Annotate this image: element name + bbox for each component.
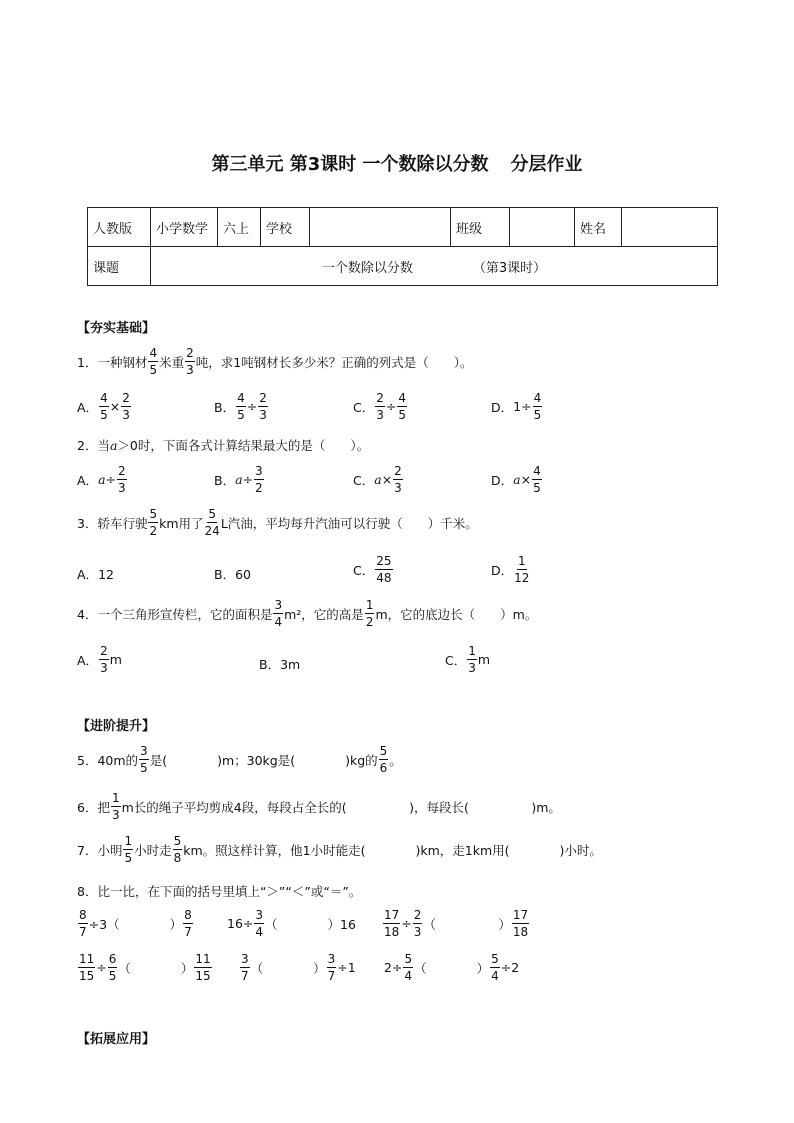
question-1 [77,347,472,376]
question-number: 6． [77,799,98,815]
class-field[interactable] [510,208,575,247]
title-suffix: 分层作业 [510,154,583,175]
option-d[interactable]: D． a × $\frac{4}{5}$ [491,464,541,495]
fraction: $\frac{5}{8}$ [173,834,182,865]
fraction: $\frac{5}{24}$ [204,507,220,538]
option-a[interactable]: A． 12 [77,566,114,582]
question-number: 4． [77,606,98,622]
question-text: 比一比，在下面的括号里填上“＞”“＜”或“＝”。 [97,884,362,899]
option-a[interactable]: A． $\frac{4}{5}$ × $\frac{2}{3}$ [77,391,130,422]
school-label: 学校 [261,208,310,247]
topic-label: 课题 [88,247,151,286]
variable: a [109,437,118,453]
question-number: 8． [77,884,98,899]
subject-cell: 小学数学 [151,208,218,247]
edition-cell: 人教版 [88,208,151,247]
option-d[interactable]: D． 1÷ $\frac{4}{5}$ [491,391,542,422]
question-number: 7． [77,842,98,858]
fraction: $\frac{1}{3}$ [111,791,120,822]
option-a[interactable]: A． a ÷ $\frac{2}{3}$ [77,464,126,495]
option-c[interactable]: C． $\frac{1}{3}$ m [445,644,491,675]
topic-cell [151,247,718,286]
question-text: km用了 [159,515,204,531]
compare-item[interactable]: 2÷ $\frac{5}{4}$ （ ） $\frac{5}{4}$ ÷2 [384,952,520,983]
question-3 [77,508,478,537]
question-text: m长的绳子平均剪成4段，每段占全长的( )，每段长( )m。 [121,799,561,815]
question-text: km。照这样计算，他1小时能走( )km，走1km用( )小时。 [183,842,602,858]
question-5 [77,745,402,774]
question-6 [77,792,561,821]
compare-item[interactable]: 16÷ $\frac{3}{4}$ （ ）16 [227,908,356,939]
option-b[interactable]: B． 3m [259,656,301,672]
question-text: m，它的底边长（ ）m。 [375,606,538,622]
compare-item[interactable]: $\frac{3}{7}$ （ ） $\frac{3}{7}$ ÷1 [241,952,356,983]
fraction: $\frac{3}{4}$ [274,598,283,629]
fraction: $\frac{4}{5}$ [149,346,158,377]
option-b[interactable]: B． 60 [214,566,251,582]
fraction: $\frac{1}{5}$ [124,834,133,865]
question-8 [77,882,361,900]
option-b[interactable]: B． $\frac{4}{5}$ ÷ $\frac{2}{3}$ [214,391,267,422]
option-c[interactable]: C． a × $\frac{2}{3}$ [353,464,402,495]
question-text: 是( )m；30kg是( )kg的 [149,752,378,768]
question-text: 轿车行驶 [97,515,148,531]
fraction: $\frac{5}{2}$ [149,507,158,538]
fraction: $\frac{2}{3}$ [186,346,194,377]
option-b[interactable]: B． a ÷ $\frac{3}{2}$ [214,464,263,495]
section-extend-heading: 【拓展应用】 [77,1032,156,1047]
question-number: 2． [77,438,98,453]
option-d[interactable]: D． $\frac{1}{12}$ [491,554,530,585]
question-text: L汽油，平均每升汽油可以行驶（ ）千米。 [220,515,478,531]
question-text: ＞0时，下面各式计算结果最大的是（ ）。 [117,438,370,453]
name-field[interactable] [622,208,718,247]
option-c[interactable]: C． $\frac{25}{48}$ [353,554,392,585]
school-field[interactable] [310,208,451,247]
compare-item[interactable]: $\frac{17}{18}$ ÷ $\frac{2}{3}$ （ ） $\frac{17}{18}$ [384,908,529,939]
fraction: $\frac{1}{2}$ [365,598,374,629]
info-table [87,207,718,286]
question-number: 1． [77,354,98,370]
title-main: 第三单元 第3课时 一个数除以分数 [211,154,489,175]
question-number: 3． [77,515,98,531]
question-text: 当 [97,438,110,453]
question-7 [77,835,602,864]
option-a[interactable]: A． $\frac{2}{3}$ m [77,644,122,675]
question-text: 小明 [97,842,123,858]
topic-text: 一个数除以分数 [321,260,413,276]
compare-item[interactable]: $\frac{8}{7}$ ÷3（ ） $\frac{8}{7}$ [79,908,192,939]
question-text: 把 [97,799,110,815]
page-title [0,150,794,176]
fraction: $\frac{3}{5}$ [140,744,148,775]
question-text: 40m的 [97,752,139,768]
name-label: 姓名 [575,208,622,247]
grade-cell: 六上 [218,208,261,247]
class-label: 班级 [451,208,510,247]
option-c[interactable]: C． $\frac{2}{3}$ ÷ $\frac{4}{5}$ [353,391,406,422]
section-basic-heading: 【夯实基础】 [77,321,156,336]
question-text: 吨，求1吨钢材长多少米？正确的列式是（ ）。 [195,354,473,370]
question-4 [77,599,537,628]
question-text: 一个三角形宣传栏，它的面积是 [97,606,273,622]
compare-item[interactable]: $\frac{11}{15}$ ÷ $\frac{6}{5}$ （ ） $\frac{11}{15}$ [79,952,211,983]
fraction: $\frac{5}{6}$ [379,744,388,775]
question-number: 5． [77,752,98,768]
question-text: 。 [389,752,402,768]
question-text: m²，它的高是 [284,606,364,622]
question-text: 一种钢材 [97,354,148,370]
question-text: 米重 [159,354,185,370]
lesson-text: （第3课时） [472,260,547,276]
section-advanced-heading: 【进阶提升】 [77,719,156,734]
question-text: 小时走 [134,842,172,858]
question-2 [77,436,369,454]
